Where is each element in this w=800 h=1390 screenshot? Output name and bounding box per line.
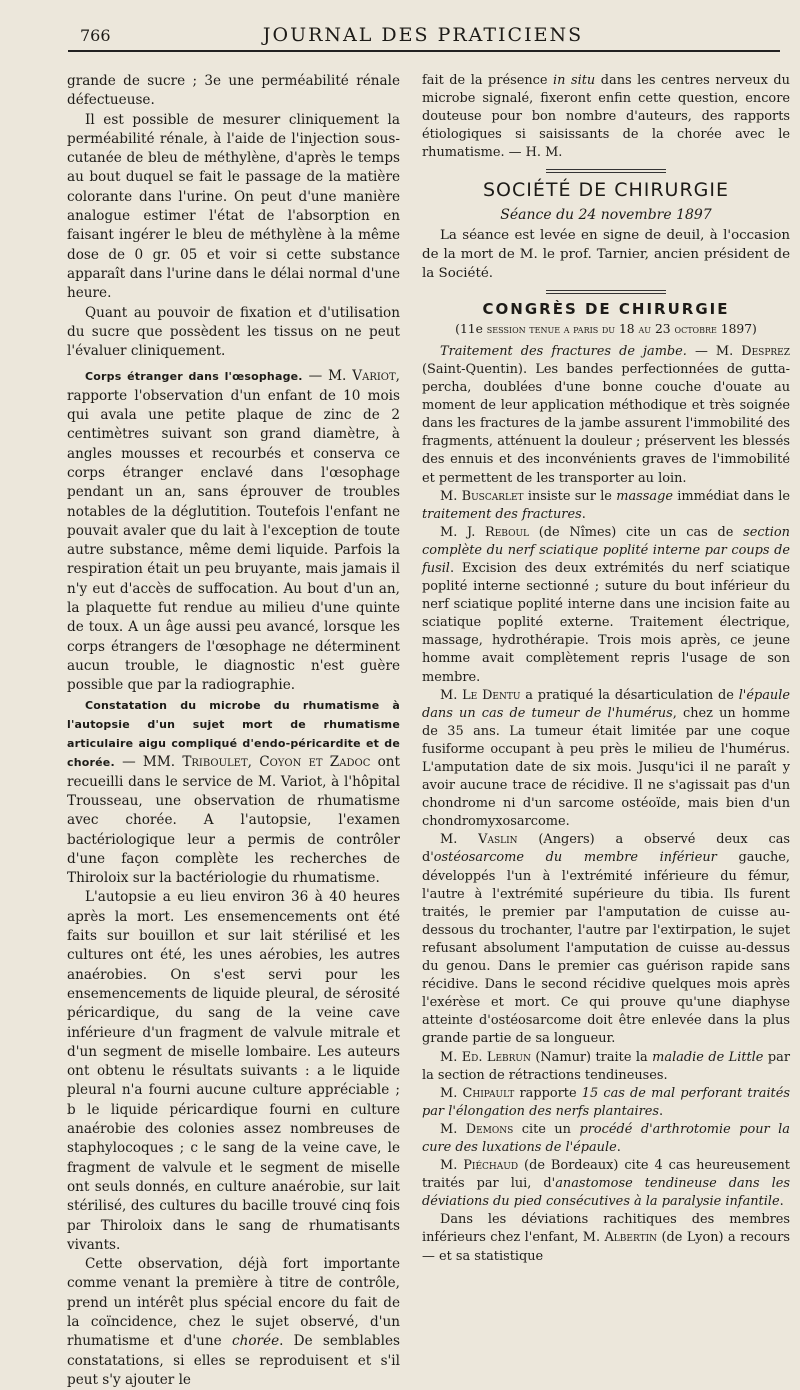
- text: dans les centres nerveux du microbe signalé, fixeront enfin cette question, encore douteuse pour bon nombre d'auteurs, des rapports étiologiques si saisissants de la chorée avec le rhumatisme. — H. M.: [422, 73, 790, 161]
- seance-date: Séance du 24 novembre 1897: [500, 206, 712, 223]
- entry-piechaud: [422, 1157, 790, 1211]
- section-title-societe: SOCIÉTÉ DE CHIRURGIE: [482, 179, 729, 202]
- author-name: Demons: [465, 1121, 514, 1137]
- entry-vaslin: [422, 831, 790, 1048]
- entry-text: (Saint-Quentin). Les bandes perfectionnées de gutta-percha, doublées d'une bonne couche d'ouate au moment de leur application méthodique et très soignée dans les fractures de la jambe assurent l'immobilité des fragments, atténuent la douleur ; préservent les blessés des ennuis et des inconvénients graves de l'immobilité et permettent de les transporter au loin.: [422, 361, 790, 486]
- dash: — M.: [686, 343, 742, 359]
- text: gauche, développés l'un à l'extrémité inférieure du fémur, l'autre à l'extrémité supérieure du tibia. Ils furent traités, le premier par l'amputation de cuisse au-dessous du trochanter, l'autre par l'extirpation, le sujet refusant absolument l'amputation de cuisse au-dessus du genou. Dans le premier cas guérison rapide sans récidive. Dans le second récidive quelques mois après l'exérèse et mort. Ce qui prouve qu'une diaphyse atteinte d'ostéosarcome doit être enlevée dans la plus grande partie de sa longueur.: [422, 850, 790, 1047]
- entry-chipault: [422, 1085, 790, 1121]
- italic-text: l'épaule: [738, 687, 790, 703]
- text: M.: [440, 832, 479, 848]
- text: (Angers) a observé deux cas d': [422, 832, 790, 866]
- article-text: , rapporte l'observation d'un enfant de 10 mois qui avala une petite plaque de zinc de 2 centimètres suivant son grand diamètre, à angles mousses et recourbés et conserva ce corps étranger enclavé dans l'œsophage pendant un an, sans éprouver de troubles notables de la déglutition. Toutefois l'enfant ne pouvait avaler que du lait à l'exception de toute autre substance, même demi liquide. Parfois la respiration était un peu bruyante, mais jamais il n'y eut d'accès de suffocation. Au bout d'un an, la plaquette fut rendue au milieu d'une quinte de toux. A un âge aussi peu avancé, lorsque les corps étrangers de l'œsophage ne déterminent aucun trouble, le diagnostic n'est guère possible que par la radiographie.: [67, 368, 400, 694]
- italic-text: section complète du nerf sciatique poplité interne par coups de fusil: [422, 524, 790, 576]
- author-name: Buscarlet: [461, 488, 524, 504]
- text: insiste sur le: [523, 488, 617, 504]
- text: M.: [440, 1085, 463, 1101]
- italic-text: anastomose tendineuse dans les déviations du pied consécutives à la paralysie infantile: [422, 1176, 790, 1210]
- text: 1897): [716, 321, 757, 336]
- italic-text: maladie de Little: [652, 1049, 764, 1065]
- author-name: Vaslin: [478, 832, 518, 848]
- text: (11e: [455, 321, 487, 336]
- paragraph: Quant au pouvoir de fixation et d'utilisation du sucre que possèdent les tissus on ne peut l'évaluer cliniquement.: [67, 304, 400, 360]
- author-names: Triboulet, Coyon et Zadoc: [182, 754, 371, 771]
- italic-text: ostéosarcome du membre inférieur: [433, 850, 717, 866]
- author-name: Albertin: [604, 1230, 658, 1246]
- text: M.: [440, 1049, 462, 1065]
- text: (Namur) traite la: [530, 1049, 653, 1065]
- entry-albertin: [422, 1211, 790, 1265]
- author-name: Desprez: [741, 343, 791, 359]
- text: au: [638, 321, 652, 336]
- section-divider: [546, 290, 666, 294]
- text: immédiat dans le: [672, 488, 790, 504]
- text: Cette observation, déjà fort importante comme venant la première à titre de contrôle, prend un intérêt plus spécial encore du fait de la coïncidence, chez le sujet observé, d'un rhumatisme et d'une: [67, 1256, 400, 1350]
- text: Dans les déviations rachitiques des membres inférieurs chez l'enfant, M.: [422, 1212, 790, 1246]
- page-number: 766: [80, 26, 111, 45]
- entry-desprez: [422, 343, 790, 488]
- text: a pratiqué la désarticulation de: [520, 687, 739, 703]
- italic-text: in situ: [553, 73, 596, 88]
- entry-lebrun: [422, 1049, 790, 1085]
- text: rapporte: [514, 1085, 582, 1101]
- text: .: [616, 1139, 621, 1155]
- paragraph: grande de sucre ; 3e une perméabilité rénale défectueuse.: [67, 73, 400, 109]
- article-text: ont recueilli dans le service de M. Variot, à l'hôpital Trousseau, une observation de rhumatisme avec chorée. A l'autopsie, l'examen bactériologique leur a permis de contrôler d'une façon complète les recherches de Thiroloix sur la bactériologie du rhumatisme.: [67, 754, 400, 887]
- text: cite un: [513, 1121, 580, 1137]
- entry-title: Traitement des fractures de jambe.: [440, 343, 687, 359]
- dash: — MM.: [114, 754, 183, 771]
- text: .: [581, 506, 586, 522]
- author-name: Le Dentu: [462, 687, 521, 703]
- section-divider: [546, 169, 666, 173]
- text: , chez un homme de 35 ans. La tumeur était limitée par une coque fusiforme occupant à peu près le milieu de l'humérus. L'amputation date de six mois. Jusqu'ici il ne paraît y avoir aucune trace de récidive. Il ne s'agissait pas d'un chondrome ni d'un sarcome ostéoïde, mais bien d'un chondromyxosarcome.: [422, 705, 791, 830]
- session-line: [422, 320, 790, 338]
- author-name: Ed. Lebrun: [461, 1049, 531, 1065]
- text: . De semblables constatations, si elles se reproduisent et s'il peut s'y ajouter le: [67, 1333, 400, 1388]
- entry-buscarlet: [422, 488, 790, 524]
- text: M.: [440, 1121, 466, 1137]
- text: session tenue a paris du: [486, 321, 616, 336]
- paragraph: [422, 72, 790, 162]
- text: (de Bordeaux) cite 4 cas heureusement traités par lui, d': [422, 1158, 790, 1192]
- paragraph: L'autopsie a eu lieu environ 36 à 40 heures après la mort. Les ensemencements ont été faits sur bouillon et sur lait stérilisé et les cultures ont été, les unes aérobies, les autres anaérobies. On s'est servi pour les ensemencements de liquide pleural, de sérosité péricardique, du sang de la veine cave inférieure d'un fragment de valvule mitrale et d'un segment de miselle lombaire. Les auteurs ont obtenu le résultats suivants : a le liquide pleural n'a fourni aucune culture appréciable ; b le liquide péricardique fourni en culture anaérobie des colonies assez nombreuses de staphylocoques ; c le sang de la veine cave, le fragment de valvule et le segment de miselle ont seuls donnés, en culture anaérobie, sur lait stérilisé, des cultures du bacille trouvé cinq fois par Thiroloix dans le sang de rhumatisants vivants.: [67, 889, 400, 1253]
- article-rhumatisme: [67, 696, 400, 889]
- italic-text: 15 cas de mal perforant traités par l'élongation des nerfs plantaires: [422, 1085, 790, 1119]
- author-name: Piéchaud: [463, 1158, 519, 1174]
- paragraph: [67, 1255, 400, 1390]
- italic-text: chorée: [231, 1333, 280, 1350]
- header-rule: [68, 50, 780, 52]
- text: M. J.: [440, 524, 486, 540]
- article-title: Constatation du microbe du rhumatisme à l'autopsie d'un sujet mort de rhumatisme articulaire aigu compliqué d'endo-péricardite et de chorée.: [67, 698, 400, 770]
- page-header: [68, 22, 778, 52]
- dash: — M.: [302, 368, 353, 385]
- left-column: [67, 72, 400, 1390]
- right-column: [422, 72, 790, 1266]
- italic-text: procédé d'arthrotomie pour la cure des luxations de l'épaule: [422, 1121, 790, 1155]
- entry-demons: [422, 1121, 790, 1157]
- article-title: Corps étranger dans l'œsophage.: [85, 370, 303, 384]
- text: M.: [440, 488, 462, 504]
- text: 23: [651, 321, 675, 336]
- text: . Excision des deux extrémités du nerf sciatique poplité interne sectionné ; suture du bout inférieur du nerf sciatique poplité interne dans une incision faite au sciatique poplité externe. Traitement électrique, massage, hydrothérapie. Trois mois après, ce jeune homme avait complètement repris l'usage de son membre.: [422, 560, 790, 685]
- text: M.: [440, 687, 463, 703]
- italic-text: dans un cas de tumeur de l'humérus: [422, 705, 673, 721]
- paragraph: La séance est levée en signe de deuil, à l'occasion de la mort de M. le prof. Tarnier, ancien président de la Société.: [422, 227, 790, 281]
- paragraph: Il est possible de mesurer cliniquement la perméabilité rénale, à l'aide de l'injection sous-cutanée de bleu de méthylène, d'après le temps au bout duquel se fait le passage de la matière colorante dans l'urine. On peut d'une manière analogue estimer l'état de l'absorption en faisant ingérer le bleu de méthylène à la même dose de 0 gr. 05 et voir si cette substance apparaît dans l'urine dans le délai normal d'une heure.: [67, 111, 400, 302]
- text: .: [659, 1103, 664, 1119]
- journal-title: JOURNAL DES PRATICIENS: [262, 24, 584, 46]
- entry-reboul: [422, 524, 790, 687]
- text: octobre: [674, 321, 717, 336]
- author-name: Variot: [352, 368, 396, 385]
- text: par la section de rétractions tendineuses.: [422, 1049, 790, 1083]
- text: (de Lyon) a recours — et sa statistique: [422, 1230, 790, 1264]
- entry-le-dentu: [422, 687, 790, 832]
- text: (de Nîmes) cite un cas de: [529, 524, 744, 540]
- italic-text: traitement des fractures: [422, 506, 582, 522]
- section-title-congres: CONGRÈS DE CHIRURGIE: [482, 299, 730, 318]
- text: 18: [615, 321, 639, 336]
- author-name: Chipault: [462, 1085, 515, 1101]
- author-name: Reboul: [485, 524, 530, 540]
- text: fait de la présence: [422, 73, 554, 88]
- italic-text: massage: [616, 488, 673, 504]
- article-oesophage: [67, 367, 400, 695]
- text: M.: [440, 1158, 464, 1174]
- text: .: [779, 1194, 784, 1210]
